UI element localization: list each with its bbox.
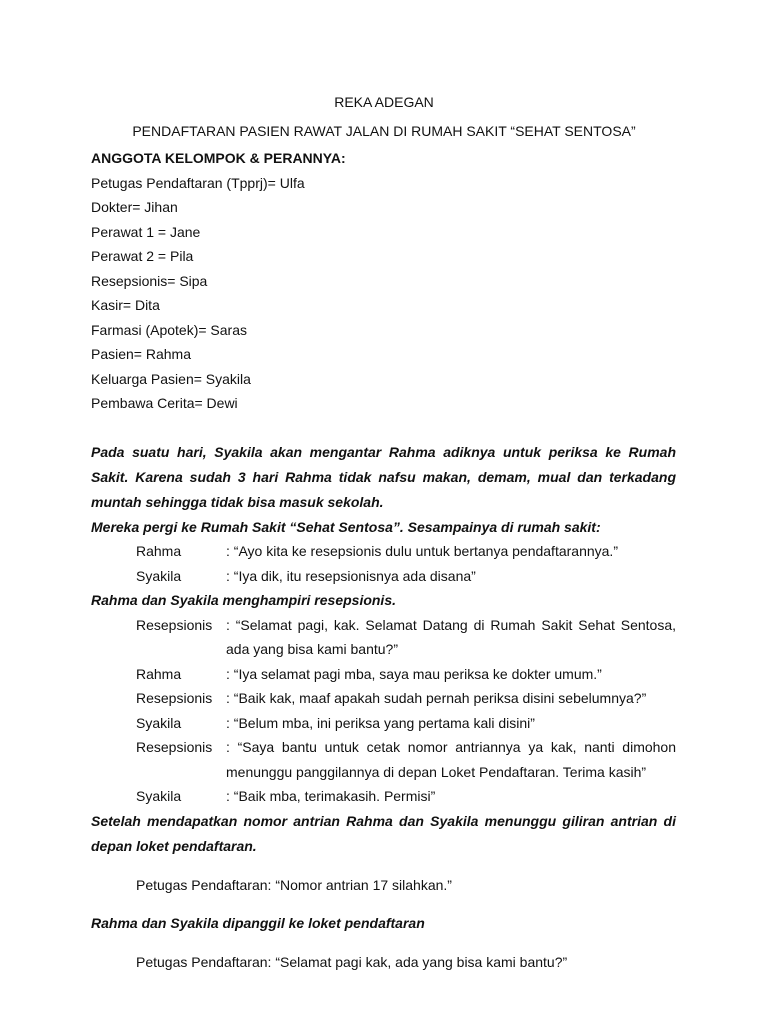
member-item: Dokter= Jihan (91, 199, 178, 215)
dialog-line (136, 662, 676, 687)
member-item: Resepsionis= Sipa (91, 272, 208, 289)
member-item: Farmasi (Apotek)= Saras (91, 321, 247, 338)
narration-paragraph: Rahma dan Syakila dipanggil ke loket pendaftaran (91, 915, 425, 931)
member-item: Kasir= Dita (91, 297, 160, 313)
narration-paragraph: Pada suatu hari, Syakila akan mengantar Rahma adiknya untuk periksa ke Rumah Sakit. Karena sudah 3 hari Rahma tidak nafsu makan, demam, mual dan terkadang muntah sehingga tidak bisa masuk sekolah. (91, 443, 676, 510)
dialog-speaker: Rahma (136, 543, 182, 559)
member-item: Perawat 1 = Jane (91, 223, 201, 240)
spacer (91, 416, 676, 440)
member-item: Pembawa Cerita= Dewi (91, 395, 238, 411)
dialog-line (136, 613, 676, 662)
dialog-text: : “Saya bantu untuk cetak nomor antriannya ya kak, nanti dimohon menunggu panggilannya di depan Loket Pendaftaran. Terima kasih” (226, 739, 676, 780)
member-item: Pasien= Rahma (91, 346, 192, 362)
dialog-text: : “Baik kak, maaf apakah sudah pernah periksa disini sebelumnya?” (226, 690, 647, 706)
member-item: Keluarga Pasien= Syakila (91, 370, 251, 387)
dialog-speaker: Resepsionis (136, 690, 213, 706)
dialog-line (136, 539, 676, 564)
dialog-speaker: Syakila (136, 714, 182, 731)
member-item: Perawat 2 = Pila (91, 248, 194, 264)
narration-paragraph: Setelah mendapatkan nomor antrian Rahma dan Syakila menunggu giliran antrian di depan loket pendaftaran. (91, 812, 676, 854)
members-list (91, 171, 676, 416)
document-body (91, 146, 676, 988)
dialog-text: : “Iya selamat pagi mba, saya mau periksa ke dokter umum.” (226, 665, 602, 682)
dialog-line (136, 735, 676, 784)
narration-paragraph: Mereka pergi ke Rumah Sakit “Sehat Sentosa”. Sesampainya di rumah sakit: (91, 518, 601, 535)
dialog-text: : “Belum mba, ini periksa yang pertama kali disini” (226, 714, 535, 731)
dialog-text: : “Selamat pagi, kak. Selamat Datang di Rumah Sakit Sehat Sentosa, ada yang bisa kami bantu?” (226, 616, 676, 657)
dialog-line (136, 686, 676, 711)
dialog-speaker: Rahma (136, 665, 182, 682)
dialog-text: : “Baik mba, terimakasih. Permisi” (226, 788, 436, 804)
dialog-speaker: Resepsionis (136, 739, 213, 755)
narration-paragraph: Rahma dan Syakila menghampiri resepsionis. (91, 592, 396, 608)
dialog-speaker: Resepsionis (136, 616, 213, 633)
document-subtitle: PENDAFTARAN PASIEN RAWAT JALAN DI RUMAH SAKIT “SEHAT SENTOSA” (132, 123, 636, 139)
dialog-line (136, 784, 676, 809)
document-title: REKA ADEGAN (334, 94, 434, 110)
dialog-speaker: Syakila (136, 567, 182, 584)
dialog-text: : “Ayo kita ke resepsionis dulu untuk bertanya pendaftarannya.” (226, 543, 618, 559)
dialog-line: Petugas Pendaftaran: “Selamat pagi kak, ada yang bisa kami bantu?” (136, 953, 568, 970)
members-heading: ANGGOTA KELOMPOK & PERANNYA: (91, 150, 346, 166)
dialog-line (136, 711, 676, 736)
member-item: Petugas Pendaftaran (Tpprj)= Ulfa (91, 174, 305, 191)
dialog-speaker: Syakila (136, 788, 182, 804)
dialog-line (136, 564, 676, 589)
dialog-line: Petugas Pendaftaran: “Nomor antrian 17 silahkan.” (136, 876, 452, 893)
dialog-text: : “Iya dik, itu resepsionisnya ada disana” (226, 567, 476, 584)
